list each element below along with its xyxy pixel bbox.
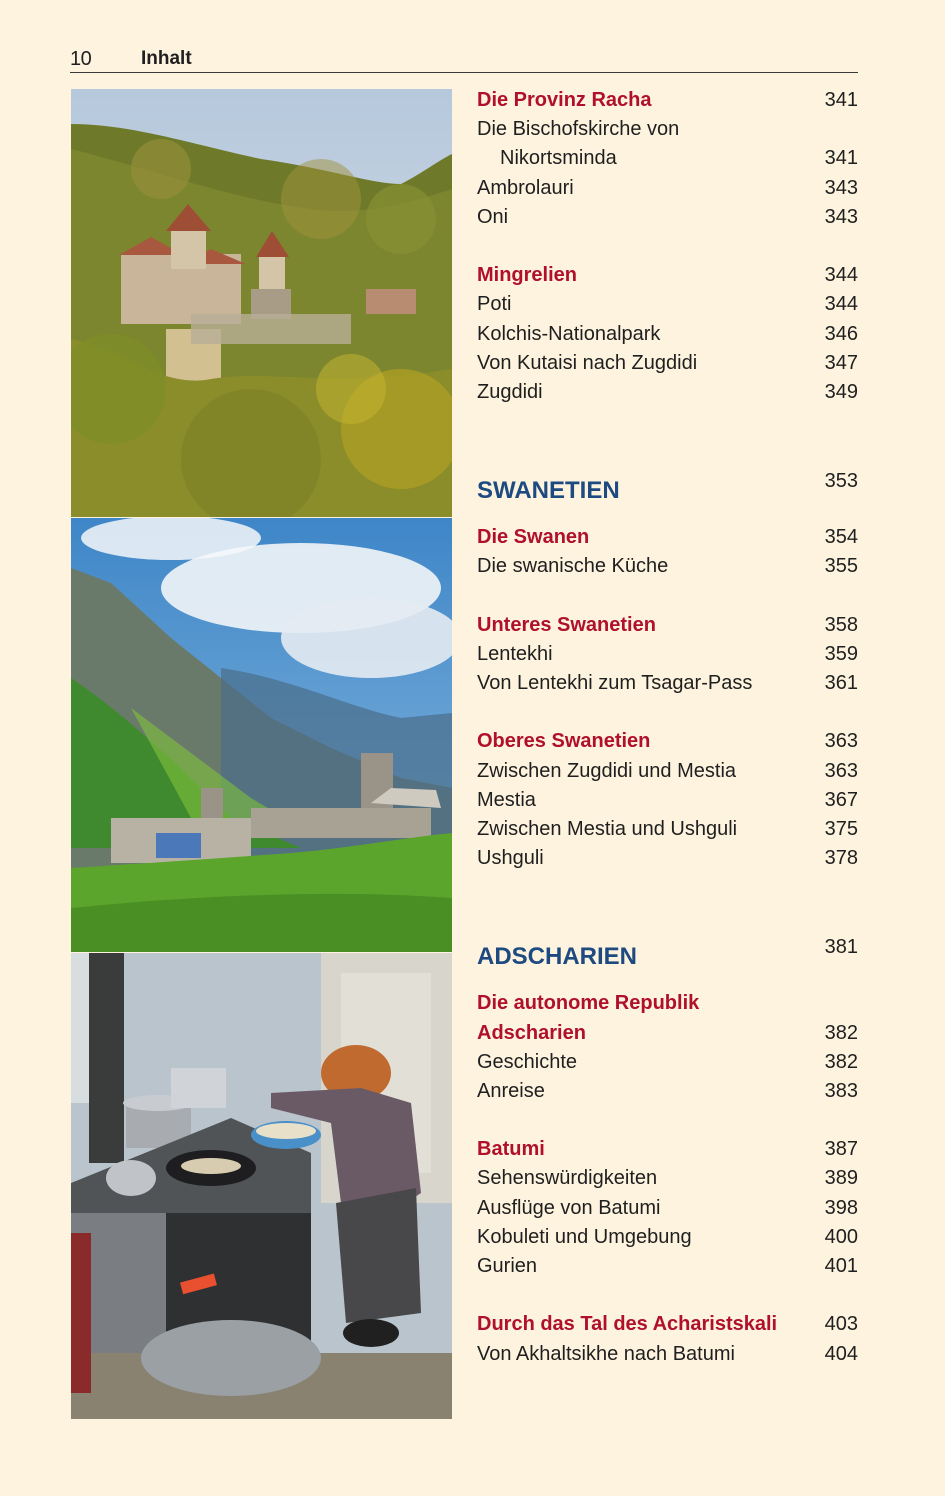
toc-entry[interactable]: Ausflüge von Batumi 398	[477, 1196, 858, 1219]
toc-entry[interactable]: Adscharien 382	[477, 1021, 858, 1044]
toc-entry[interactable]: Batumi 387	[477, 1138, 858, 1161]
spacer	[477, 581, 858, 610]
woman-cooking-image	[71, 953, 452, 1419]
toc-entry[interactable]: Die Swanen 354	[477, 526, 858, 549]
toc-entry[interactable]: Die Bischofskirche von	[477, 118, 680, 141]
toc-chapter[interactable]: SWANETIEN 353	[477, 470, 858, 505]
spacer	[477, 1281, 858, 1310]
toc-entry[interactable]: Die swanische Küche 355	[477, 555, 858, 578]
toc-entry[interactable]: Nikortsminda 341	[500, 147, 858, 170]
toc-entry[interactable]: Gurien 401	[477, 1255, 858, 1277]
spacer	[477, 873, 858, 931]
toc-entry[interactable]: Die Provinz Racha 341	[477, 89, 858, 111]
toc-entry[interactable]: Von Kutaisi nach Zugdidi 347	[477, 351, 858, 374]
toc-entry[interactable]: Kolchis-Nationalpark 346	[477, 322, 858, 345]
photo-svaneti-village	[71, 518, 452, 952]
toc-entry[interactable]: Mingrelien 344	[477, 264, 858, 287]
toc-entry[interactable]: Ushguli 378	[477, 847, 858, 870]
toc-entry[interactable]: Oberes Swanetien 363	[477, 730, 858, 753]
toc-entry[interactable]: Unteres Swanetien 358	[477, 613, 858, 636]
section-title: Inhalt	[141, 48, 192, 69]
toc-entry[interactable]: Poti 344	[477, 293, 858, 316]
toc-chapter[interactable]: ADSCHARIEN 381	[477, 936, 858, 971]
toc-entry[interactable]: Ambrolauri 343	[477, 176, 858, 199]
toc-entry[interactable]: Oni 343	[477, 205, 858, 228]
toc-entry[interactable]: Anreise 383	[477, 1079, 858, 1102]
spacer	[477, 698, 858, 727]
toc-entry[interactable]: Sehenswürdigkeiten 389	[477, 1167, 858, 1190]
running-header	[70, 46, 858, 73]
photo-woman-cooking	[71, 953, 452, 1419]
svaneti-village-image	[71, 518, 452, 952]
photo-monastery	[71, 89, 452, 517]
page-number: 10	[70, 48, 92, 70]
toc-entry[interactable]: Lentekhi 359	[477, 642, 858, 665]
toc-entry[interactable]: Mestia 367	[477, 788, 858, 811]
toc-entry[interactable]: Kobuleti und Umgebung 400	[477, 1225, 858, 1248]
toc-entry[interactable]: Zwischen Zugdidi und Mestia 363	[477, 759, 858, 782]
toc-entry[interactable]: Von Lentekhi zum Tsagar-Pass 361	[477, 672, 858, 694]
table-of-contents	[477, 86, 858, 1369]
toc-entry[interactable]: Die autonome Republik	[477, 992, 700, 1015]
spacer	[477, 232, 858, 261]
toc-entry[interactable]: Zwischen Mestia und Ushguli 375	[477, 817, 858, 840]
monastery-image	[71, 89, 452, 517]
spacer	[477, 407, 858, 465]
toc-entry[interactable]: Zugdidi 349	[477, 380, 858, 403]
toc-entry[interactable]: Durch das Tal des Acharistskali 403	[477, 1313, 858, 1336]
toc-entry[interactable]: Geschichte 382	[477, 1050, 858, 1073]
spacer	[477, 1106, 858, 1135]
toc-entry[interactable]: Von Akhaltsikhe nach Batumi 404	[477, 1342, 858, 1365]
